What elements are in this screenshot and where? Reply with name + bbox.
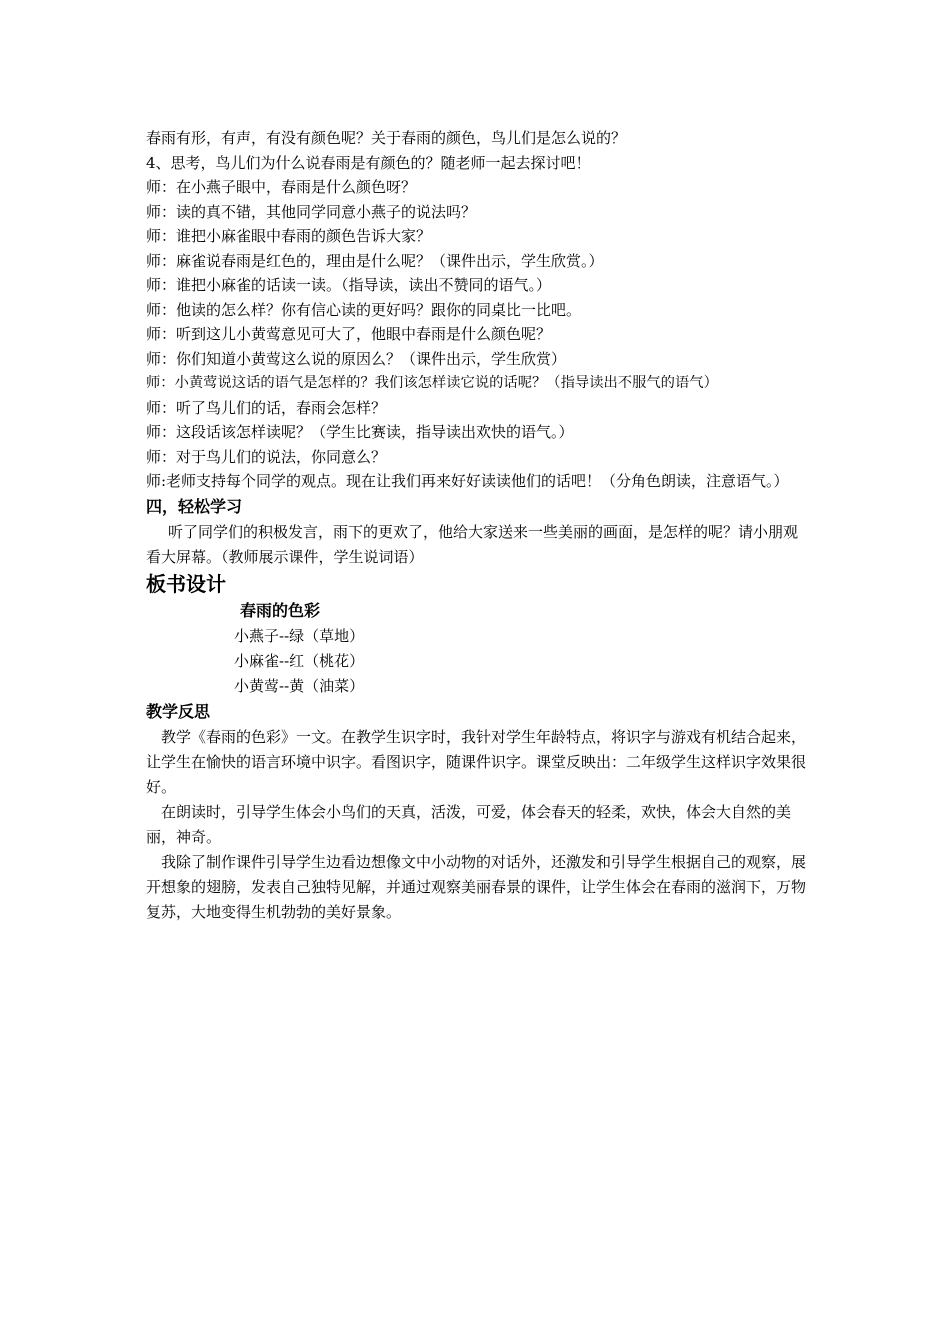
board-item: 小燕子--绿（草地） [234, 627, 365, 645]
text-line: 师：对于鸟儿们的说法，你同意么？ [146, 447, 387, 466]
dialogue-lines [146, 126, 810, 494]
text-line: 师：谁把小麻雀的话读一读。（指导读，读出不赞同的语气。） [146, 276, 552, 294]
text-line: 4、思考，鸟儿们为什么说春雨是有颜色的？随老师一起去探讨吧！ [146, 153, 591, 172]
text-line: 师：听到这儿小黄莺意见可大了，他眼中春雨是什么颜色呢？ [146, 325, 552, 343]
section-paragraph: 听了同学们的积极发言，雨下的更欢了，他给大家送来一些美丽的画面，是怎样的呢？请小朋观看大屏幕。（教师展示课件，学生说词语） [146, 523, 799, 566]
reflection-paragraph: 在朗读时，引导学生体会小鸟们的天真，活泼，可爱，体会春天的轻柔，欢快，体会大自然的美丽，神奇。 [146, 803, 792, 846]
board-title: 春雨的色彩 [240, 601, 321, 620]
text-line: 春雨有形，有声，有没有颜色呢？关于春雨的颜色，鸟儿们是怎么说的？ [146, 129, 627, 147]
board-item: 小黄莺--黄（油菜） [234, 677, 365, 695]
text-line: 师：读的真不错，其他同学同意小燕子的说法吗？ [146, 202, 477, 221]
section-heading: 四，轻松学习 [146, 497, 243, 516]
text-line: 师：这段话该怎样读呢？（学生比赛读，指导读出欢快的语气。） [146, 423, 574, 441]
text-line: 师：你们知道小黄莺这么说的原因么？（课件出示，学生欣赏） [146, 349, 567, 368]
text-line: 师：麻雀说春雨是红色的，理由是什么呢？（课件出示，学生欣赏。） [146, 251, 604, 270]
reflection-heading: 教学反思 [146, 702, 211, 721]
board-item: 小麻雀--红（桃花） [234, 652, 365, 670]
reflection-paragraph: 教学《春雨的色彩》一文。在教学生识字时，我针对学生年龄特点，将识字与游戏有机结合起来，让学生在愉快的语言环境中识字。看图识字，随课件识字。课堂反映出：二年级学生这样识字效果很好。 [146, 728, 807, 796]
text-paragraph: 师:老师支持每个同学的观点。现在让我们再来好好读读他们的话吧！（分角色朗读，注意语气。） [146, 472, 789, 490]
document-page [146, 126, 810, 925]
reflection-paragraph: 我除了制作课件引导学生边看边想像文中小动物的对话外，还激发和引导学生根据自己的观察，展开想象的翅膀，发表自己独特见解，并通过观察美丽春景的课件，让学生体会在春雨的滋润下，万物复苏，大地变得生机勃勃的美好景象。 [146, 853, 807, 921]
text-line: 师：小黄莺说这话的语气是怎样的？我们该怎样读它说的话呢？（指导读出不服气的语气） [146, 375, 718, 391]
text-line: 师：在小燕子眼中，春雨是什么颜色呀？ [146, 178, 417, 196]
board-design-heading: 板书设计 [146, 572, 226, 596]
text-line: 师：谁把小麻雀眼中春雨的颜色告诉大家？ [146, 227, 432, 245]
text-line: 师：听了鸟儿们的话，春雨会怎样？ [146, 398, 387, 417]
text-line: 师：他读的怎么样？你有信心读的更好吗？跟你的同桌比一比吧。 [146, 300, 582, 319]
